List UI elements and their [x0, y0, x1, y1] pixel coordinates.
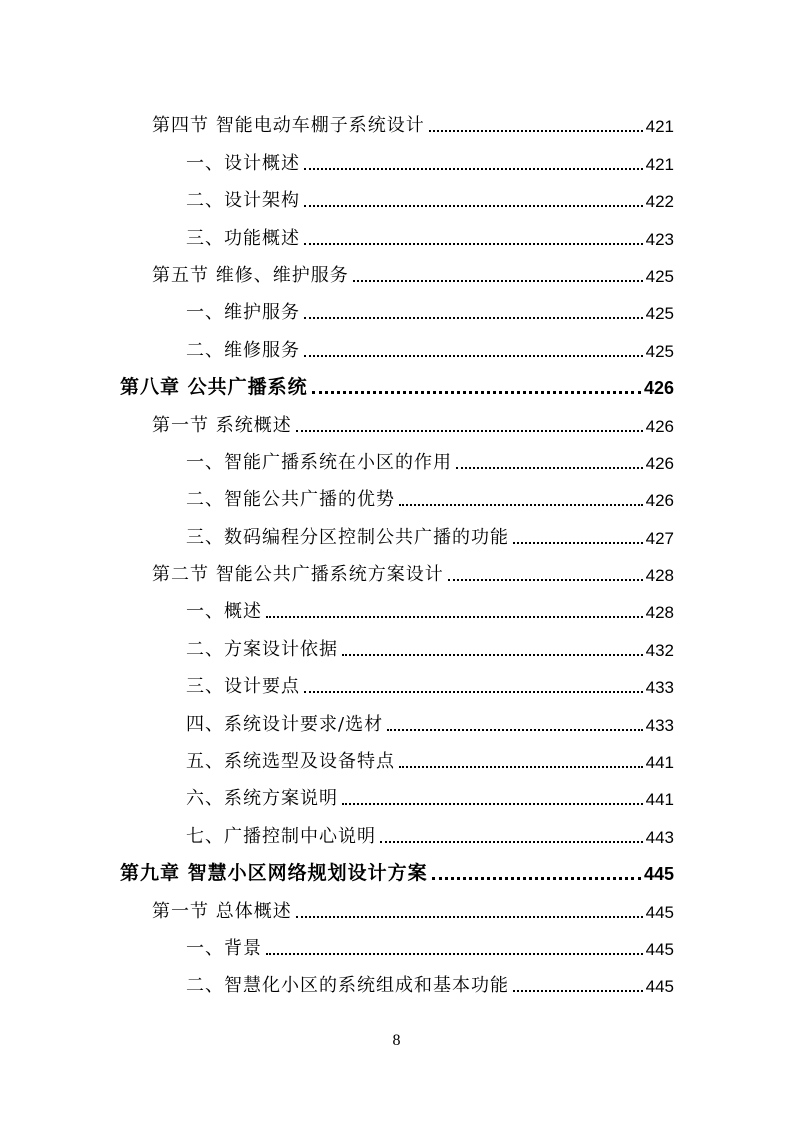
toc-subsection-entry[interactable]: [120, 627, 674, 664]
toc-entry-title: 五、系统选型及设备特点: [186, 751, 395, 773]
toc-entry-title: 第八章 公共广播系统: [120, 376, 308, 399]
toc-subsection-entry[interactable]: [120, 927, 674, 964]
toc-entry-page-number: 425: [645, 341, 674, 361]
toc-entry-page-number: 423: [645, 229, 674, 249]
table-of-contents: [120, 104, 674, 1001]
toc-subsection-entry[interactable]: [120, 777, 674, 814]
toc-subsection-entry[interactable]: [120, 441, 674, 478]
toc-entry-title: 一、维护服务: [186, 302, 300, 324]
toc-entry-title: 第一节 总体概述: [152, 900, 292, 922]
toc-entry-title: 六、系统方案说明: [186, 788, 338, 810]
toc-entry-page-number: 445: [643, 864, 674, 885]
dot-leader: [296, 430, 643, 432]
toc-section-entry[interactable]: [120, 553, 674, 590]
toc-entry-title: 一、概述: [186, 601, 262, 623]
toc-entry-title: 二、方案设计依据: [186, 638, 338, 660]
dot-leader: [456, 467, 643, 469]
toc-entry-page-number: 421: [645, 117, 674, 137]
dot-leader: [342, 803, 643, 805]
toc-entry-page-number: 421: [645, 154, 674, 174]
toc-entry-title: 二、维修服务: [186, 339, 300, 361]
dot-leader: [304, 691, 643, 693]
toc-subsection-entry[interactable]: [120, 665, 674, 702]
toc-entry-page-number: 433: [645, 715, 674, 735]
toc-entry-page-number: 426: [645, 453, 674, 473]
toc-subsection-entry[interactable]: [120, 179, 674, 216]
toc-entry-title: 二、智能公共广播的优势: [186, 489, 395, 511]
toc-entry-title: 第二节 智能公共广播系统方案设计: [152, 564, 444, 586]
toc-entry-page-number: 432: [645, 640, 674, 660]
toc-entry-page-number: 445: [645, 977, 674, 997]
toc-entry-title: 一、智能广播系统在小区的作用: [186, 451, 452, 473]
toc-entry-title: 三、设计要点: [186, 676, 300, 698]
toc-subsection-entry[interactable]: [120, 328, 674, 365]
toc-entry-title: 三、数码编程分区控制公共广播的功能: [186, 526, 509, 548]
toc-entry-title: 二、智慧化小区的系统组成和基本功能: [186, 975, 509, 997]
toc-entry-title: 一、设计概述: [186, 152, 300, 174]
toc-entry-title: 二、设计架构: [186, 190, 300, 212]
toc-subsection-entry[interactable]: [120, 291, 674, 328]
dot-leader: [266, 953, 643, 955]
toc-entry-page-number: 427: [645, 528, 674, 548]
dot-leader: [387, 729, 643, 731]
dot-leader: [266, 616, 643, 618]
toc-subsection-entry[interactable]: [120, 814, 674, 851]
dot-leader: [353, 280, 643, 282]
toc-chapter-entry[interactable]: [120, 852, 674, 889]
dot-leader: [448, 579, 643, 581]
toc-subsection-entry[interactable]: [120, 702, 674, 739]
dot-leader: [304, 205, 643, 207]
dot-leader: [304, 317, 643, 319]
toc-entry-title: 第一节 系统概述: [152, 414, 292, 436]
toc-entry-page-number: 425: [645, 304, 674, 324]
dot-leader: [432, 877, 641, 880]
toc-entry-page-number: 428: [645, 603, 674, 623]
toc-subsection-entry[interactable]: [120, 590, 674, 627]
dot-leader: [304, 243, 643, 245]
toc-entry-page-number: 443: [645, 827, 674, 847]
toc-subsection-entry[interactable]: [120, 216, 674, 253]
toc-entry-title: 第四节 智能电动车棚子系统设计: [152, 115, 425, 137]
page-number: 8: [392, 1032, 401, 1049]
dot-leader: [380, 841, 643, 843]
dot-leader: [304, 355, 643, 357]
toc-section-entry[interactable]: [120, 104, 674, 141]
dot-leader: [513, 990, 643, 992]
toc-entry-page-number: 425: [645, 266, 674, 286]
dot-leader: [429, 130, 643, 132]
toc-subsection-entry[interactable]: [120, 964, 674, 1001]
toc-entry-title: 七、广播控制中心说明: [186, 825, 376, 847]
toc-entry-page-number: 422: [645, 192, 674, 212]
toc-entry-page-number: 441: [645, 790, 674, 810]
toc-section-entry[interactable]: [120, 403, 674, 440]
dot-leader: [399, 504, 643, 506]
toc-chapter-entry[interactable]: [120, 366, 674, 403]
toc-section-entry[interactable]: [120, 889, 674, 926]
toc-entry-title: 三、功能概述: [186, 227, 300, 249]
toc-section-entry[interactable]: [120, 254, 674, 291]
toc-subsection-entry[interactable]: [120, 740, 674, 777]
toc-entry-page-number: 426: [645, 416, 674, 436]
toc-entry-page-number: 433: [645, 678, 674, 698]
toc-subsection-entry[interactable]: [120, 141, 674, 178]
toc-entry-page-number: 445: [645, 939, 674, 959]
dot-leader: [304, 168, 643, 170]
toc-entry-title: 第五节 维修、维护服务: [152, 264, 349, 286]
toc-entry-page-number: 426: [643, 378, 674, 399]
toc-entry-title: 四、系统设计要求/选材: [186, 713, 384, 735]
dot-leader: [513, 542, 643, 544]
toc-entry-page-number: 428: [645, 566, 674, 586]
toc-entry-page-number: 441: [645, 753, 674, 773]
toc-entry-title: 一、背景: [186, 937, 262, 959]
toc-entry-page-number: 445: [645, 902, 674, 922]
dot-leader: [296, 916, 643, 918]
dot-leader: [342, 654, 643, 656]
toc-subsection-entry[interactable]: [120, 478, 674, 515]
toc-subsection-entry[interactable]: [120, 515, 674, 552]
dot-leader: [399, 766, 643, 768]
toc-entry-page-number: 426: [645, 491, 674, 511]
dot-leader: [312, 391, 641, 394]
toc-entry-title: 第九章 智慧小区网络规划设计方案: [120, 862, 428, 885]
